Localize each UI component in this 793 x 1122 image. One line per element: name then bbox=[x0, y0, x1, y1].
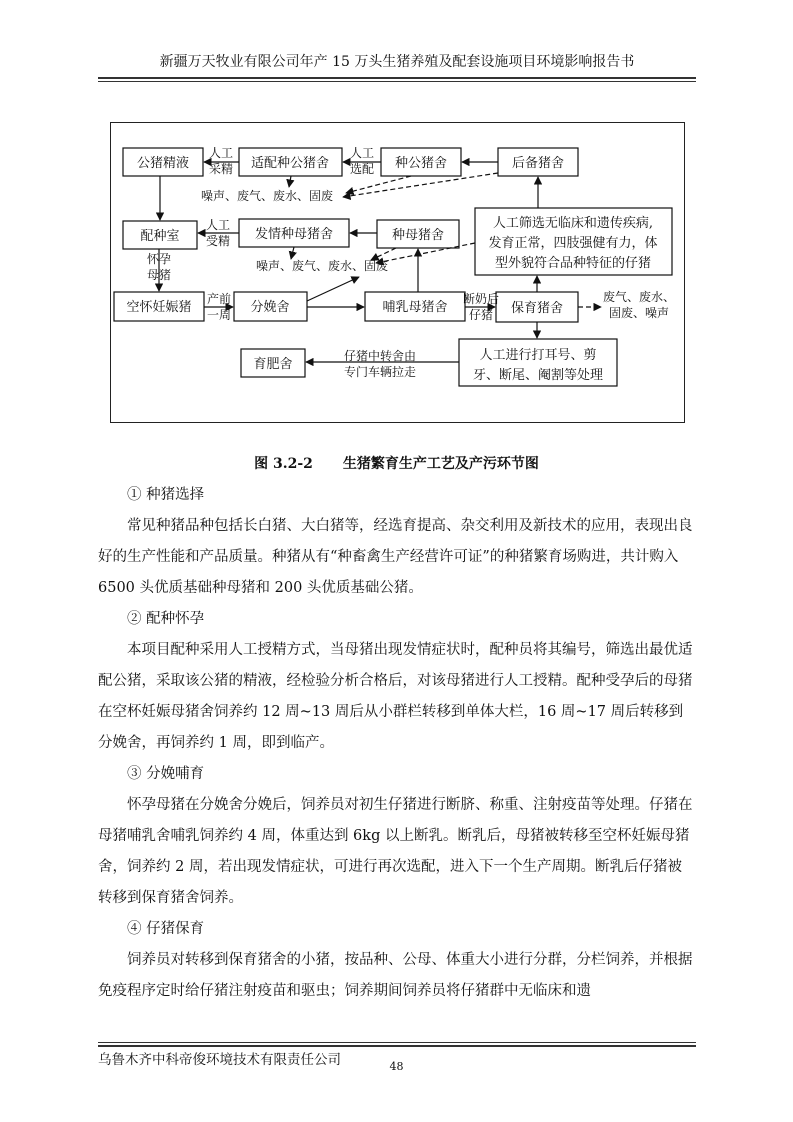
label-pregnant-2: 母猪 bbox=[146, 268, 172, 282]
dash-boar-to-pollutants bbox=[346, 176, 411, 193]
label-pollutants-1: 噪声、废气、废水、固废 bbox=[200, 189, 334, 203]
page-number: 48 bbox=[389, 1060, 404, 1073]
label-manual-insem-1: 人工 bbox=[205, 218, 231, 232]
label-weaning-2: 仔猪 bbox=[468, 308, 494, 322]
dash-selection-to-pollutants bbox=[376, 243, 475, 263]
figure-title: 生猪繁育生产工艺及产污环节图 bbox=[342, 456, 539, 472]
label-manual-mate-1: 人工 bbox=[349, 146, 375, 160]
text-reserve-house: 后备猪舍 bbox=[511, 156, 565, 171]
dash-suitable-to-pollutants bbox=[289, 176, 291, 187]
section-heading-2: ② 配种怀孕 bbox=[127, 611, 205, 627]
section-text-1: 常见种猪品种包括长白猪、大白猪等，经选育提高、杂交利用及新技术的应用，表现出良好的生产性能和产品质量。种猪从有“种畜禽生产经营许可证”的种猪繁育场购进，共计购入 6500 头优质基础种母猪和 200 头优质基础公猪。 bbox=[98, 518, 693, 596]
body-text bbox=[98, 480, 696, 1007]
footer-rule-thin bbox=[98, 1042, 696, 1043]
text-fattening: 育肥舍 bbox=[253, 357, 293, 372]
dash-estrus-to-pollutants bbox=[291, 247, 294, 259]
label-pollutants-3-line1: 废气、废水、 bbox=[602, 290, 676, 304]
label-transfer-1: 仔猪中转舍由 bbox=[343, 349, 417, 363]
section-heading-3: ③ 分娩哺育 bbox=[127, 766, 205, 782]
header-rule-thin bbox=[98, 81, 696, 82]
section-text-4: 饲养员对转移到保育猪舍的小猪，按品种、公母、体重大小进行分群，分栏饲养，并根据免疫程序定时给仔猪注射疫苗和驱虫；饲养期间饲养员将仔猪群中无临床和遗 bbox=[98, 952, 693, 999]
section-text-2: 本项目配种采用人工授精方式，当母猪出现发情症状时，配种员将其编号，筛选出最优适配公猪，采取该公猪的精液，经检验分析合格后，对该母猪进行人工授精。配种受孕后的母猪在空杯妊娠母猪舍饲养约 12 周~13 周后从小群栏转移到单体大栏，16 周~17 周后转移到分娩舍，再饲养约 1 周，即到临产。 bbox=[98, 642, 693, 751]
dash-reserve-to-pollutants bbox=[343, 173, 498, 197]
page-header: 新疆万天牧业有限公司年产 15 万头生猪养殖及配套设施项目环境影响报告书 bbox=[159, 54, 635, 70]
label-manual-collect-1: 人工 bbox=[208, 146, 234, 160]
text-estrus-sow: 发情种母猪舍 bbox=[254, 227, 334, 242]
text-empty-pregnant: 空怀妊娠猪 bbox=[126, 300, 192, 315]
text-nursing-sow: 哺乳母猪舍 bbox=[382, 300, 448, 315]
figure-number: 图 3.2-2 bbox=[254, 456, 313, 472]
label-pollutants-2: 噪声、废气、废水、固废 bbox=[255, 259, 389, 273]
section-heading-1: ① 种猪选择 bbox=[127, 487, 205, 503]
text-selection-line3: 型外貌符合品种特征的仔猪 bbox=[494, 256, 652, 271]
label-weaning-1: 断奶后 bbox=[462, 292, 500, 306]
section-heading-4: ④ 仔猪保育 bbox=[127, 921, 205, 937]
text-farrowing: 分娩舍 bbox=[250, 300, 290, 315]
header-rule bbox=[98, 77, 696, 79]
label-pregnant-1: 怀孕 bbox=[146, 252, 172, 266]
text-nursery: 保育猪舍 bbox=[510, 301, 564, 316]
text-processing-line1: 人工进行打耳号、剪 bbox=[479, 348, 597, 363]
text-selection-line2: 发育正常，四肢强健有力，体 bbox=[488, 236, 658, 251]
text-processing-line2: 牙、断尾、阉割等处理 bbox=[472, 368, 604, 383]
label-manual-collect-2: 采精 bbox=[208, 162, 234, 176]
text-sow-house: 种母猪舍 bbox=[391, 228, 445, 243]
label-manual-mate-2: 选配 bbox=[349, 162, 375, 176]
label-prenatal-2: 一周 bbox=[206, 308, 232, 322]
figure-caption bbox=[0, 453, 793, 473]
footer-company: 乌鲁木齐中科帝俊环境技术有限责任公司 bbox=[98, 1052, 341, 1068]
text-breeding-room: 配种室 bbox=[140, 229, 180, 244]
text-boar-house: 种公猪舍 bbox=[394, 156, 448, 171]
process-flow-diagram bbox=[110, 122, 685, 423]
section-text-3: 怀孕母猪在分娩舍分娩后，饲养员对初生仔猪进行断脐、称重、注射疫苗等处理。仔猪在母猪哺乳舍哺乳饲养约 4 周，体重达到 6kg 以上断乳。断乳后，母猪被转移至空杯妊娠母猪舍，饲养约 2 周，若出现发情症状，可进行再次选配，进入下一个生产周期。断乳后仔猪被转移到保育猪舍饲养。 bbox=[98, 797, 693, 906]
text-selection-line1: 人工筛选无临床和遗传疾病, bbox=[492, 216, 654, 231]
footer-rule bbox=[98, 1045, 696, 1047]
label-prenatal-1: 产前 bbox=[206, 292, 232, 306]
text-boar-semen: 公猪精液 bbox=[136, 156, 190, 171]
text-suitable-boar: 适配种公猪舍 bbox=[250, 156, 330, 171]
arrow-farrowing-to-pollutants bbox=[307, 277, 359, 301]
label-manual-insem-2: 受精 bbox=[205, 234, 231, 248]
diagram-svg bbox=[111, 123, 686, 424]
label-transfer-2: 专门车辆拉走 bbox=[343, 365, 417, 379]
label-pollutants-3-line2: 固废、噪声 bbox=[608, 306, 670, 320]
